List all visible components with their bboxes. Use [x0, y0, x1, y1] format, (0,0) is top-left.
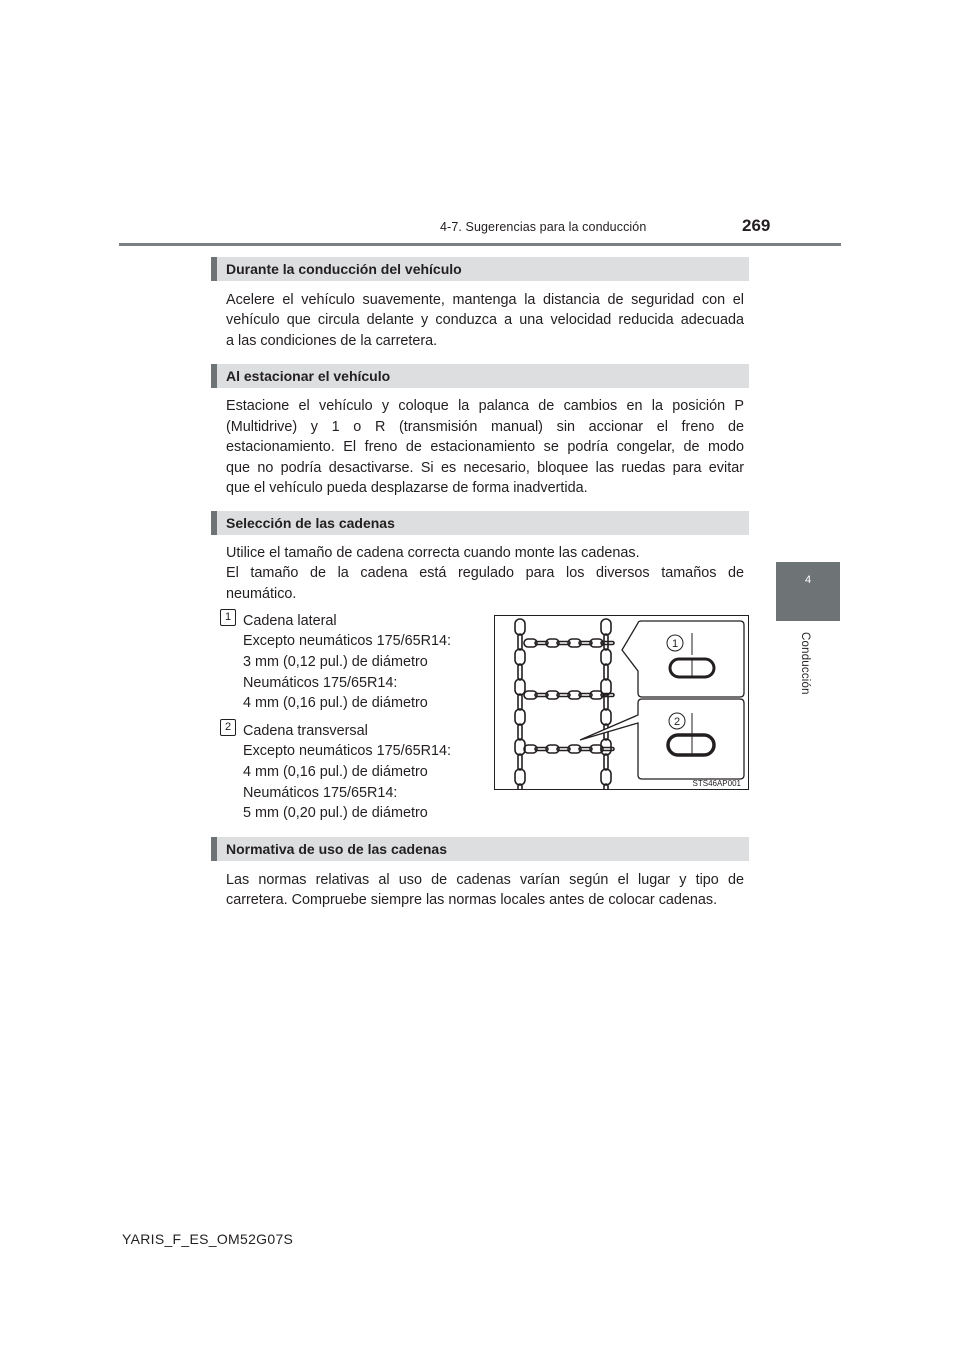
chapter-number: 4	[804, 574, 812, 586]
document-code: YARIS_F_ES_OM52G07S	[122, 1231, 294, 1247]
paragraph-line: Estacione el vehículo y coloque la palanca de cambios en la posición P	[226, 398, 744, 414]
item-line: Excepto neumáticos 175/65R14:	[243, 743, 451, 759]
item-line: Excepto neumáticos 175/65R14:	[243, 633, 451, 649]
callout-label-2: 2	[673, 716, 681, 728]
item-line: Neumáticos 175/65R14:	[243, 675, 398, 691]
chapter-tab	[776, 562, 840, 621]
paragraph-line: estacionamiento. El freno de estacionamiento se podría congelar, de modo	[226, 439, 744, 455]
figure-code: STS46AP001	[692, 779, 741, 788]
paragraph-line: vehículo que circula delante y conduzca a una velocidad reducida adecuada	[226, 312, 744, 328]
item-line: 4 mm (0,16 pul.) de diámetro	[243, 764, 428, 780]
section-heading-chain-regulations: Normativa de uso de las cadenas	[211, 837, 749, 861]
chapter-label-container	[799, 632, 813, 752]
running-header-section: 4-7. Sugerencias para la conducción	[440, 220, 647, 234]
paragraph-line: El tamaño de la cadena está regulado para los diversos tamaños de	[226, 565, 744, 581]
paragraph-line: Utilice el tamaño de cadena correcta cuando monte las cadenas.	[226, 545, 640, 561]
chain-diagram	[494, 615, 749, 790]
item-line: Neumáticos 175/65R14:	[243, 785, 398, 801]
paragraph-line: Acelere el vehículo suavemente, mantenga la distancia de seguridad con el	[226, 292, 744, 308]
item-marker-1: 1	[220, 609, 236, 626]
callout-label-1: 1	[671, 638, 679, 650]
tire-chain-illustration	[494, 615, 749, 790]
paragraph-line: carretera. Compruebe siempre las normas locales antes de colocar cadenas.	[226, 892, 718, 908]
section-heading-parking: Al estacionar el vehículo	[211, 364, 749, 388]
item-line: 3 mm (0,12 pul.) de diámetro	[243, 654, 428, 670]
paragraph-line: (Multidrive) y 1 o R (transmisión manual) sin accionar el freno de	[226, 419, 744, 435]
page-number: 269	[742, 216, 771, 235]
item-line: 4 mm (0,16 pul.) de diámetro	[243, 695, 428, 711]
section-heading-chain-selection: Selección de las cadenas	[211, 511, 749, 535]
item-line: Cadena transversal	[243, 723, 368, 739]
section-heading-driving: Durante la conducción del vehículo	[211, 257, 749, 281]
paragraph-line: que el vehículo pueda desplazarse de forma inadvertida.	[226, 480, 588, 496]
chapter-label: Conducción	[799, 632, 811, 695]
item-line: Cadena lateral	[243, 613, 337, 629]
paragraph-line: neumático.	[226, 586, 297, 602]
item-line: 5 mm (0,20 pul.) de diámetro	[243, 805, 428, 821]
cross-chain-link-crosssection	[668, 735, 714, 755]
item-marker-2: 2	[220, 719, 236, 736]
paragraph-line: Las normas relativas al uso de cadenas varían según el lugar y tipo de	[226, 872, 744, 888]
header-divider	[119, 243, 841, 246]
paragraph-line: a las condiciones de la carretera.	[226, 333, 438, 349]
paragraph-line: que no podría desactivarse. Si es necesario, bloquee las ruedas para evitar	[226, 460, 744, 476]
